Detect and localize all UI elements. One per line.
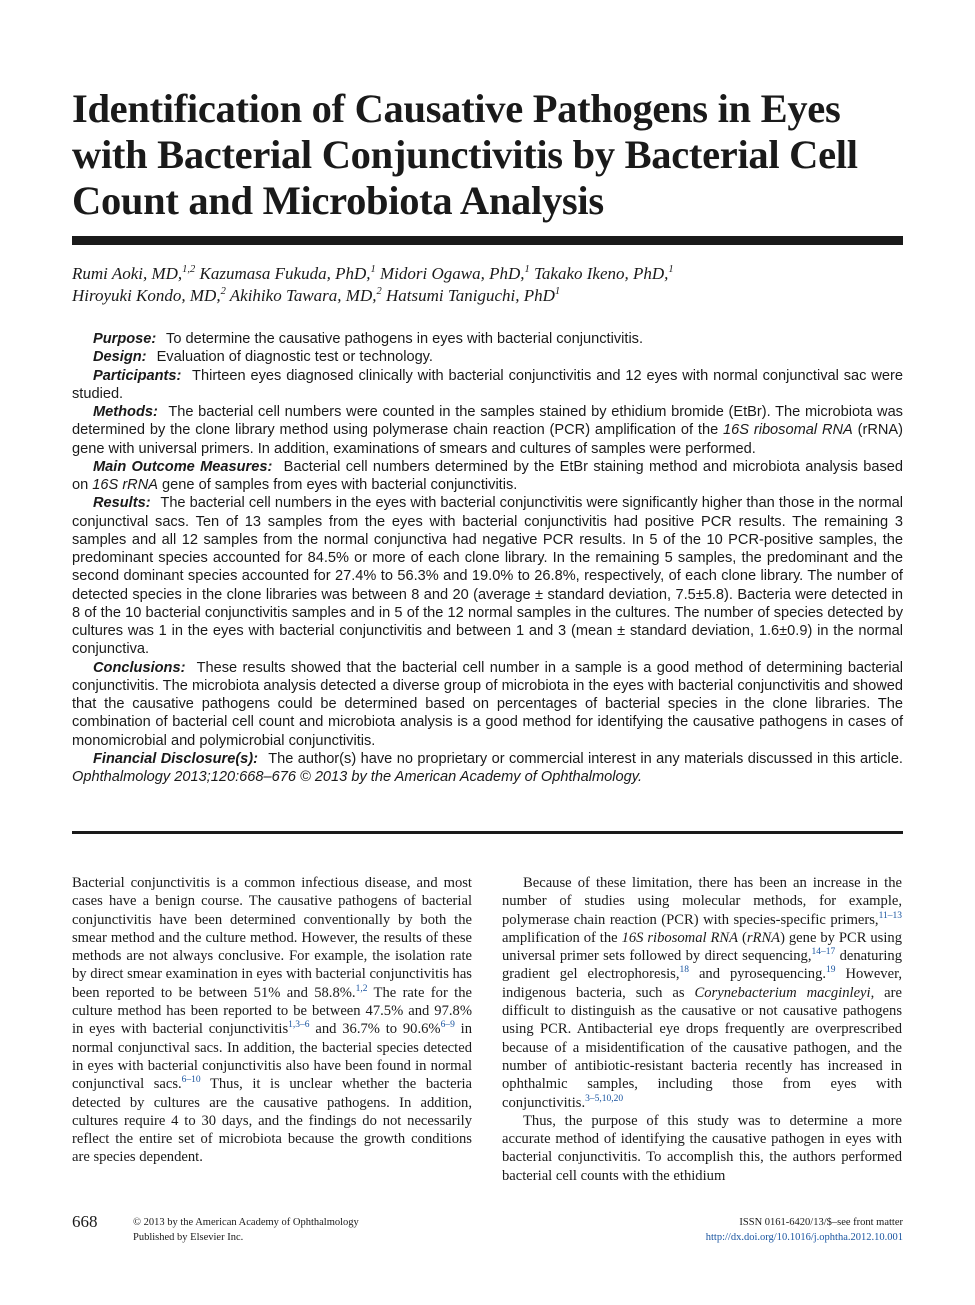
page-number: 668 xyxy=(72,1212,98,1231)
title-line: Identification of Causative Pathogens in Eyes xyxy=(72,86,841,131)
author-name: Takako Ikeno, PhD, xyxy=(534,264,669,283)
author-name: Akihiko Tawara, MD, xyxy=(229,286,377,305)
body-column-right xyxy=(502,874,902,1185)
section-text: (rRNA) gene with universal primers. In addition, examinations of smears and cultures of samples were performed. xyxy=(72,422,903,457)
title-line: with Bacterial Conjunctivitis by Bacterial Cell xyxy=(72,132,858,177)
author-name: Rumi Aoki, MD, xyxy=(72,264,183,283)
title-divider xyxy=(72,236,903,245)
reference-link[interactable]: 3–5,10,20 xyxy=(585,1093,624,1104)
reference-link[interactable]: 1,2 xyxy=(355,983,368,994)
reference-link[interactable]: 6–10 xyxy=(181,1075,201,1086)
abstract-participants xyxy=(72,367,903,404)
body-text: amplification of the xyxy=(502,929,622,946)
reference-link[interactable]: 14–17 xyxy=(811,947,836,958)
section-label: Financial Disclosure(s): xyxy=(93,750,259,767)
body-text: Bacterial conjunctivitis is a common infectious disease, and most cases have a benign course. The causative pathogens of bacterial conjunctivitis have been determined conventionally by both the smear method and the culture method. However, the results of these methods are not always conclusive. For example, the isolation rate by direct smear examination in eyes with bacterial conjunctivitis has been reported to be between 51% and 58.8%. xyxy=(72,875,472,1001)
affiliation-mark: 1 xyxy=(668,264,674,275)
section-label: Results: xyxy=(93,495,151,512)
title-line: Count and Microbiota Analysis xyxy=(72,178,604,223)
gene-name: rRNA xyxy=(746,929,781,946)
section-text: The author(s) have no proprietary or commercial interest in any materials discussed in this article. xyxy=(268,750,903,767)
doi-link[interactable]: http://dx.doi.org/10.1016/j.ophtha.2012.10.001 xyxy=(705,1232,903,1243)
body-text: Thus, it is unclear whether the bacteria detected by cultures are the causative pathogens. In addition, cultures require 4 to 30 days, and the findings do not necessarily reflect the entire set of microbiota because the growth conditions are species dependent. xyxy=(72,1076,472,1166)
affiliation-mark: 1 xyxy=(524,264,530,275)
section-text: To determine the causative pathogens in eyes with bacterial conjunctivitis. xyxy=(166,331,644,347)
section-text: The bacterial cell numbers were counted in the samples stained by ethidium bromide (EtBr). The microbiota was determined by the clone library method using polymerase chain reaction (PCR) amplification of the xyxy=(72,404,903,439)
article-title xyxy=(72,86,912,224)
affiliation-mark: 1,2 xyxy=(182,264,196,275)
publisher-line: Published by Elsevier Inc. xyxy=(133,1232,244,1243)
section-text: Evaluation of diagnostic test or technology. xyxy=(156,349,433,366)
section-label: Conclusions: xyxy=(93,659,186,676)
abstract-methods xyxy=(72,403,903,458)
abstract-purpose xyxy=(72,330,903,348)
body-text: ) gene by PCR using universal primer sets followed by direct sequencing, xyxy=(502,929,902,965)
copyright-line: © 2013 by the American Academy of Ophthalmology xyxy=(133,1217,359,1228)
author-line xyxy=(72,263,903,285)
abstract-outcome xyxy=(72,458,903,495)
body-paragraph: Thus, the purpose of this study was to determine a more accurate method of identifying the causative pathogen in eyes with bacterial conjunctivitis. To accomplish this, the authors performed bacterial cell counts with the ethidium xyxy=(502,1112,902,1184)
author-name: Kazumasa Fukuda, PhD, xyxy=(199,264,371,283)
gene-name: 16S ribosomal RNA xyxy=(621,929,739,946)
footer-issn xyxy=(560,1215,903,1245)
body-paragraph xyxy=(502,874,902,1112)
abstract xyxy=(72,330,903,786)
body-text: in normal conjunctival sacs. In addition, the bacterial species detected in eyes with bacterial conjunctivitis also have been found in normal conjunctival sacs. xyxy=(72,1021,473,1093)
footer-copyright xyxy=(133,1215,359,1245)
reference-link[interactable]: 19 xyxy=(826,965,836,976)
affiliation-mark: 1 xyxy=(370,264,376,275)
section-label: Methods: xyxy=(93,404,158,420)
section-label: Design: xyxy=(93,349,147,366)
body-column-left xyxy=(72,874,472,1167)
section-label: Purpose: xyxy=(93,331,157,347)
body-text: The rate for the culture method has been reported to be between 47.5% and 97.8% in eyes with bacterial conjunctivitis xyxy=(72,984,472,1038)
reference-link[interactable]: 18 xyxy=(679,965,690,976)
affiliation-mark: 1 xyxy=(554,286,561,297)
body-text: and 36.7% to 90.6% xyxy=(309,1021,441,1038)
abstract-disclosure xyxy=(72,750,903,787)
body-text: Because of these limitation, there has been an increase in the number of studies using molecular methods, for example, polymerase chain reaction (PCR) with species-specific primers, xyxy=(502,875,902,928)
body-text: , are difficult to distinguish as the causative or not causative pathogens using PCR. Antibacterial eye drops frequently are overprescribed because of a misidentification of the causative pathogen, and the number of antibiotic-resistant bacteria recently has increased in ophthalmic samples, including those from eyes with conjunctivitis. xyxy=(502,984,902,1111)
body-text: and pyrosequencing. xyxy=(689,966,827,983)
abstract-design xyxy=(72,348,903,366)
journal-citation: Ophthalmology 2013;120:668–676 © 2013 by the American Academy of Ophthalmology. xyxy=(72,769,642,785)
reference-link[interactable]: 11–13 xyxy=(878,910,902,921)
author-line xyxy=(72,285,903,307)
section-label: Participants: xyxy=(93,367,182,384)
author-name: Hatsumi Taniguchi, PhD xyxy=(386,286,555,305)
section-text: The bacterial cell numbers in the eyes with bacterial conjunctivitis were significantly higher than those in the normal conjunctival sacs. Ten of 13 samples from the eyes with bacterial conjunctivitis had positive PCR results. The remaining 3 samples and all 12 samples from the normal conjunctiva had negative PCR results. In 5 of the 10 PCR-positive samples, the predominant species accounted for 84.5% or more of each clone library. In the remaining 5 samples, the predominant and the second dominant species accounted for 27.4% to 56.3% and 19.0% to 26.8%, respectively, of each clone library. The number of detected species in the clone libraries was between 8 and 20 (average ± standard deviation, 7.5±5.8). Bacteria were detected in 8 of the 10 bacterial conjunctivitis samples and in 5 of the 12 normal samples in the cultures. The number of species detected by cultures was 1 in the eyes with bacterial conjunctivitis and between 1 and 3 (mean ± standard deviation, 1.6±0.9) in the normal conjunctiva. xyxy=(72,495,903,658)
affiliation-mark: 2 xyxy=(376,286,382,297)
body-text: However, indigenous bacteria, such as xyxy=(502,966,903,1001)
gene-name: 16S rRNA xyxy=(92,477,158,493)
section-label: Main Outcome Measures: xyxy=(93,458,273,475)
abstract-divider xyxy=(72,831,903,834)
abstract-results xyxy=(72,494,903,658)
body-paragraph xyxy=(72,874,472,1167)
section-text: Bacterial cell numbers determined by the EtBr staining method and microbiota analysis based on xyxy=(72,458,903,493)
section-text: gene of samples from eyes with bacterial conjunctivitis. xyxy=(158,477,518,493)
species-name: Corynebacterium macginleyi xyxy=(694,984,871,1001)
author-list xyxy=(72,263,903,307)
body-text: ( xyxy=(738,929,747,946)
author-name: Hiroyuki Kondo, MD, xyxy=(72,286,221,305)
section-text: These results showed that the bacterial cell number in a sample is a good method of determining bacterial conjunctivitis. The microbiota analysis detected a diverse group of microbiota in the eyes with bacterial conjunctivitis and showed that the causative pathogens could be determined based on percentages of bacterial species in the clone libraries. The combination of bacterial cell count and microbiota analysis is a good method for identifying the causative pathogens in cases of monomicrobial and polymicrobial conjunctivitis. xyxy=(72,659,903,749)
body-text: denaturing gradient gel electrophoresis, xyxy=(502,948,902,983)
reference-link[interactable]: 6–9 xyxy=(440,1020,455,1031)
gene-name: 16S ribosomal RNA xyxy=(723,422,853,439)
author-name: Midori Ogawa, PhD, xyxy=(380,264,525,283)
issn-line: ISSN 0161-6420/13/$–see front matter xyxy=(739,1217,903,1228)
section-text: Thirteen eyes diagnosed clinically with bacterial conjunctivitis and 12 eyes with normal conjunctival sac were studied. xyxy=(72,367,903,402)
affiliation-mark: 2 xyxy=(220,286,226,297)
abstract-conclusions xyxy=(72,659,903,750)
reference-link[interactable]: 1,3–6 xyxy=(288,1020,310,1031)
